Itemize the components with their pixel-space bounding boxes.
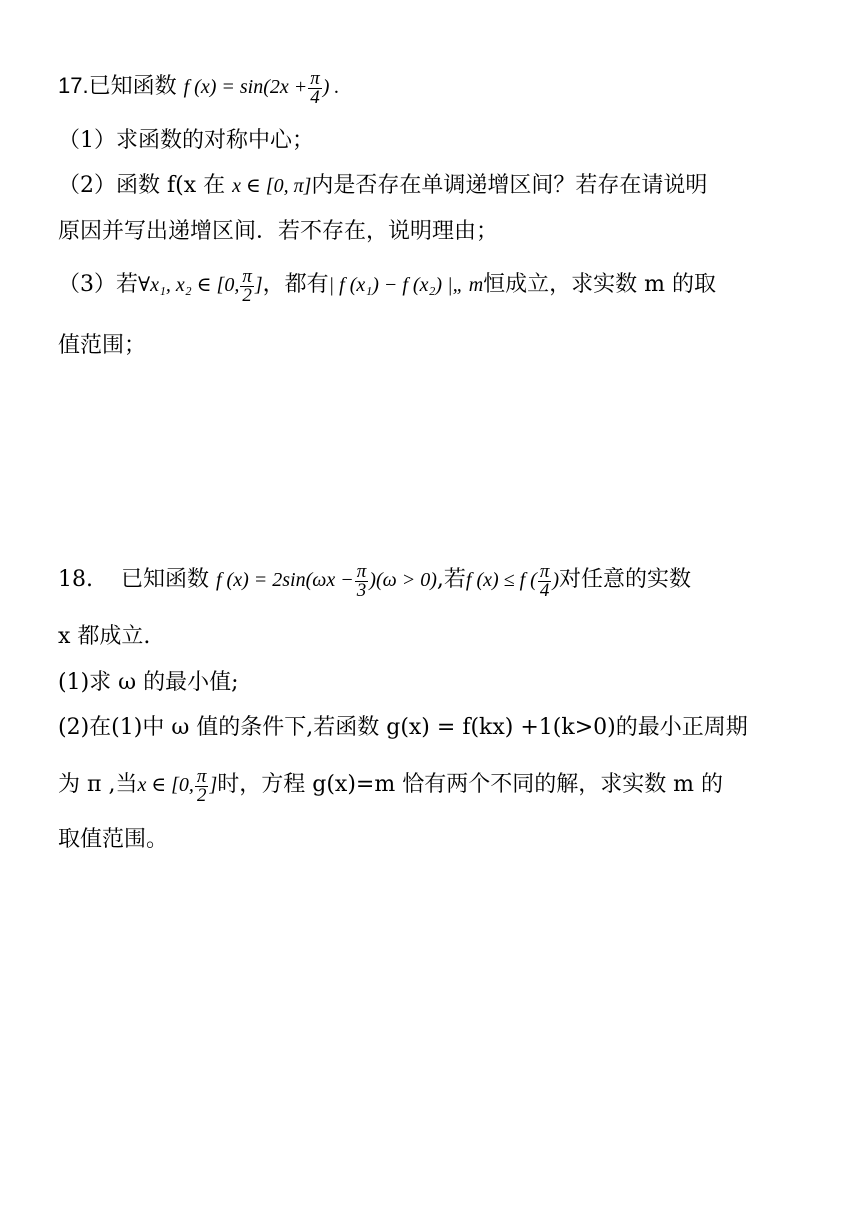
q17-part2-line1: （2）函数 f(x 在 x ∈ [0, π]内是否存在单调递增区间？若存在请说明 — [58, 173, 708, 198]
q17-fraction-pi-2: $\frac{\pi}{2}$ — [242, 266, 252, 306]
q18-condition: f (x) ≤ f ( $\frac{\pi}{4}$ ) — [465, 561, 560, 601]
q18-intro: 已知函数 — [120, 567, 209, 593]
q18-part2-interval: x ∈ [0, $\frac{\pi}{2}$ ] — [137, 766, 218, 806]
q17-number: 17. — [58, 73, 89, 99]
q18-number: 18. — [58, 567, 93, 593]
q17-part3-inequality: | f (x₁) − f (x₂) |„ m — [328, 274, 484, 297]
q18-part2-line2: 为 π ,当x ∈ [0, $\frac{\pi}{2}$ ]时，方程 g(x)=m 恰有两个不同的解，求实数 m 的 — [58, 766, 724, 806]
q17-part2-line2: 原因并写出递增区间．若不存在，说明理由； — [58, 219, 499, 244]
q18-fraction-pi-4: $\frac{\pi}{4}$ — [539, 561, 550, 601]
q18-part1: (1)求 ω 的最小值; — [58, 670, 239, 695]
q17-fraction-pi-4: $\frac{\pi}{4}$ — [310, 68, 320, 108]
q17-part3-line2: 值范围； — [58, 333, 147, 358]
q18-part2-line1: (2)在(1)中 ω 值的条件下,若函数 g(x) = f(kx) +1(k>0)的最小正周期 — [58, 715, 748, 740]
q18-line2: x 都成立. — [58, 624, 151, 649]
q17-part3-line1: （3）若∀x₁, x₂ ∈ [0, $\frac{\pi}{2}$ ]，都有| f (x₁) − f (x₂) |„ m恒成立，求实数 m 的取 — [58, 266, 717, 306]
q18-fraction-pi-3: $\frac{\pi}{3}$ — [356, 561, 367, 601]
q17-formula: f (x) = sin(2x + $\frac{\pi}{4}$ ) . — [183, 68, 340, 108]
q17-part2-interval: x ∈ [0, π] — [232, 175, 312, 197]
q17-part1: （1）求函数的对称中心； — [58, 128, 314, 153]
q18-part2-line3: 取值范围。 — [58, 827, 169, 852]
q18-formula: f (x) = 2sin(ωx − $\frac{\pi}{3}$ )(ω > 0) — [216, 561, 437, 601]
q18-title-line: 18. 已知函数 f (x) = 2sin(ωx − $\frac{\pi}{3}$ )(ω > 0),若f (x) ≤ f ( $\frac{\pi}{4}$ )对任意的实数 — [58, 561, 692, 601]
q18-fraction-pi-2: $\frac{\pi}{2}$ — [196, 766, 207, 806]
q17-title-line — [58, 70, 802, 107]
q17-intro: 已知函数 — [88, 74, 177, 100]
q17-part3-domain: ∀x₁, x₂ ∈ [0, $\frac{\pi}{2}$ ] — [138, 266, 263, 306]
